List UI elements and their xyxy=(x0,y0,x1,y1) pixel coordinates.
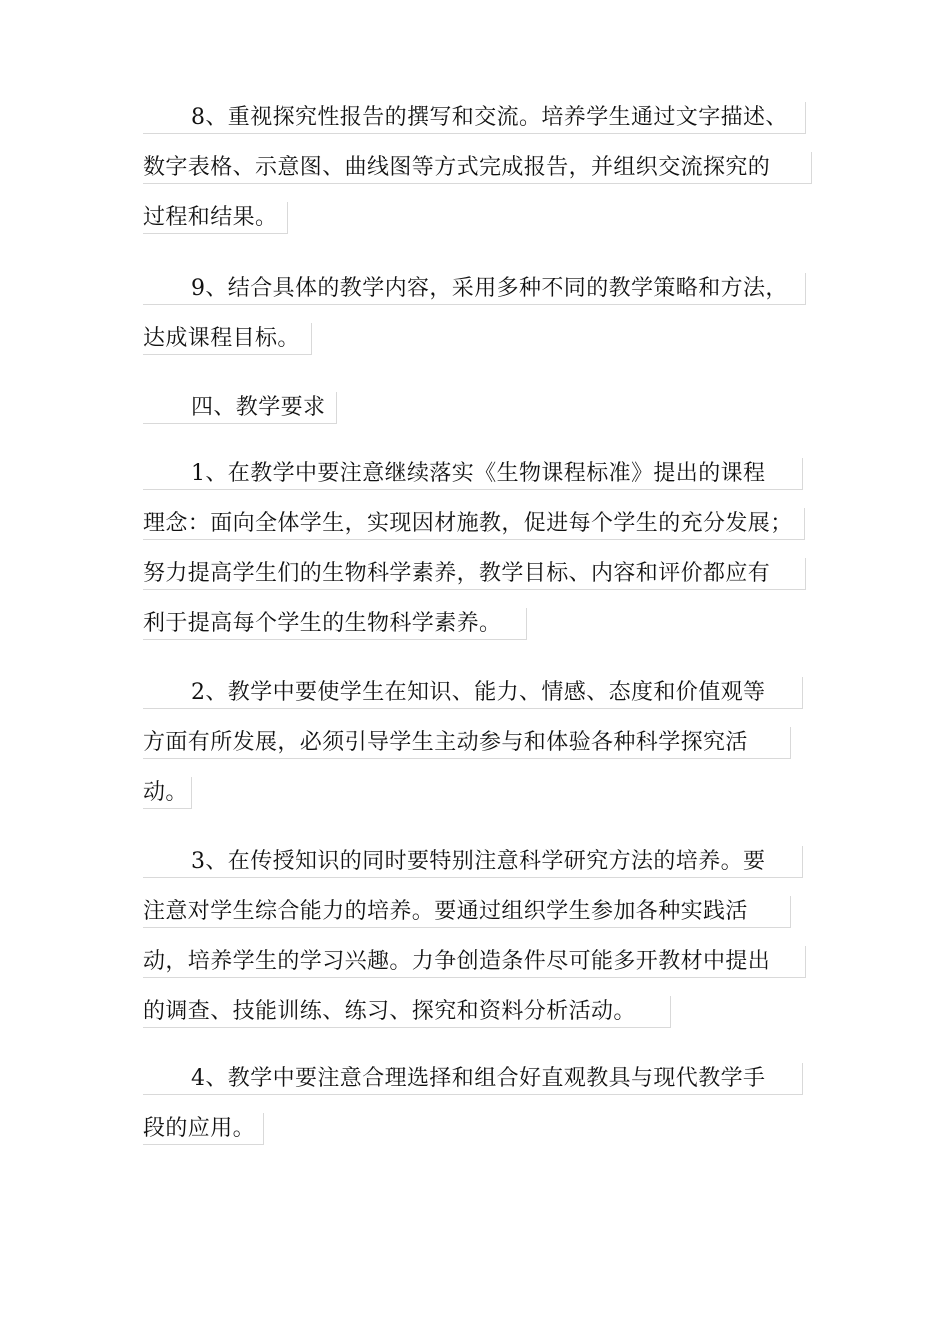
requirement-2-line-1: 2、教学中要使学生在知识、能力、情感、态度和价值观等 xyxy=(143,677,803,709)
requirement-3-line-2: 注意对学生综合能力的培养。要通过组织学生参加各种实践活 xyxy=(143,896,791,928)
requirement-4-line-2: 段的应用。 xyxy=(143,1113,264,1145)
requirement-4-line-1: 4、教学中要注意合理选择和组合好直观教具与现代教学手 xyxy=(143,1063,803,1095)
requirement-2-line-2: 方面有所发展，必须引导学生主动参与和体验各种科学探究活 xyxy=(143,727,791,759)
requirement-3-line-4: 的调查、技能训练、练习、探究和资料分析活动。 xyxy=(143,996,671,1028)
requirement-1-line-3: 努力提高学生们的生物科学素养，教学目标、内容和评价都应有 xyxy=(143,558,806,590)
section-heading-teaching-requirements: 四、教学要求 xyxy=(143,392,337,424)
paragraph-9-line-2: 达成课程目标。 xyxy=(143,323,312,355)
requirement-3-line-1: 3、在传授知识的同时要特别注意科学研究方法的培养。要 xyxy=(143,846,803,878)
requirement-1-line-2: 理念：面向全体学生，实现因材施教，促进每个学生的充分发展； xyxy=(143,508,805,540)
paragraph-9-line-1: 9、结合具体的教学内容，采用多种不同的教学策略和方法， xyxy=(143,273,806,305)
requirement-3-line-3: 动，培养学生的学习兴趣。力争创造条件尽可能多开教材中提出 xyxy=(143,946,806,978)
paragraph-8-line-2: 数字表格、示意图、曲线图等方式完成报告，并组织交流探究的 xyxy=(143,152,812,184)
requirement-2-line-3: 动。 xyxy=(143,777,192,809)
requirement-1-line-1: 1、在教学中要注意继续落实《生物课程标准》提出的课程 xyxy=(143,458,803,490)
requirement-1-line-4: 利于提高每个学生的生物科学素养。 xyxy=(143,608,527,640)
paragraph-8-line-3: 过程和结果。 xyxy=(143,202,288,234)
paragraph-8-line-1: 8、重视探究性报告的撰写和交流。培养学生通过文字描述、 xyxy=(143,102,806,134)
